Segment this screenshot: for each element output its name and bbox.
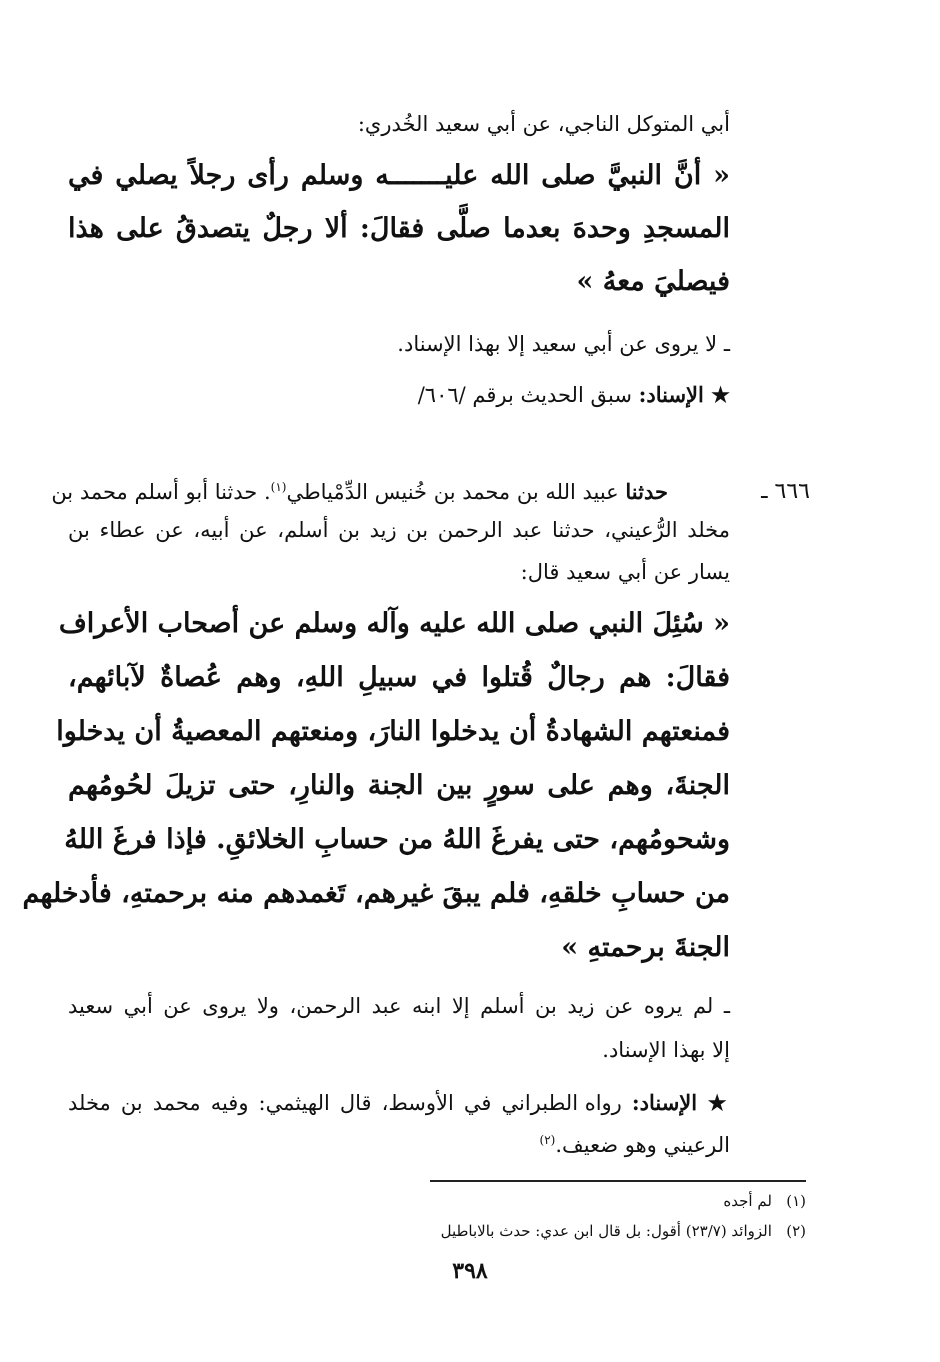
chain-continuation: . حدثنا أبو أسلم محمد بن xyxy=(51,480,271,504)
hadith-665-isnad xyxy=(418,382,730,407)
hadith-666-matn-line-3: فمنعتهم الشهادةُ أن يدخلوا النارَ، ومنعتهم المعصيةُ أن يدخلوا xyxy=(56,716,730,747)
footnote-divider xyxy=(430,1180,806,1182)
footnote-marker: (٢) xyxy=(786,1222,806,1240)
hadith-666-chain-line-3: يسار عن أبي سعيد قال: xyxy=(520,560,730,584)
chain-narrator: عبيد الله بن محمد بن خُنيس الدِّمْياطي xyxy=(286,480,619,504)
hadith-666-chain-line-1 xyxy=(51,479,668,504)
footnote-ref-1: (١) xyxy=(270,480,287,494)
hadith-666-isnad-line-1 xyxy=(68,1090,730,1115)
footnote-2 xyxy=(441,1222,806,1240)
page-number: ٣٩٨ xyxy=(452,1258,488,1284)
hadith-666-matn-line-6: من حسابِ خلقهِ، فلم يبقَ غيرهم، تَغمدهم منه برحمتهِ، فأدخلهم xyxy=(22,878,730,909)
isnad-text: سبق الحديث برقم /٦٠٦/ xyxy=(417,383,632,407)
hadith-665-matn-line-2: المسجدِ وحدهَ بعدما صلَّى فقالَ: ألا رجلٌ يتصدقُ على هذا xyxy=(68,213,730,244)
hadith-number: ٦٦٦ ـ xyxy=(761,479,810,504)
isnad-label: ★ الإسناد: xyxy=(631,1090,730,1115)
footnote-ref-2: (٢) xyxy=(539,1133,556,1147)
hadith-666-note-line-1: ـ لم يروه عن زيد بن أسلم إلا ابنه عبد الرحمن، ولا يروى عن أبي سعيد xyxy=(68,994,730,1018)
footnote-text: لم أجده xyxy=(723,1192,772,1210)
hadith-666-matn-line-7: الجنةَ برحمتهِ » xyxy=(561,932,730,963)
hadith-665-matn-line-1: « أنَّ النبيَّ صلى الله عليـــــــه وسلم رأى رجلاً يصلي في xyxy=(68,160,730,191)
isnad-text: الرعيني وهو ضعيف. xyxy=(555,1133,730,1157)
hadith-666-matn-line-4: الجنةَ، وهم على سورٍ بين الجنة والنارِ، حتى تزيلَ لحُومُهم xyxy=(68,770,730,801)
hadith-666-chain-line-2: مخلد الرُّعيني، حدثنا عبد الرحمن بن زيد بن أسلم، عن أبيه، عن عطاء بن xyxy=(68,518,730,542)
footnote-1 xyxy=(723,1192,806,1210)
hadith-666-isnad-line-2 xyxy=(540,1133,730,1157)
isnad-text: رواه الطبراني في الأوسط، قال الهيثمي: وفيه محمد بن مخلد xyxy=(68,1091,622,1115)
hadith-666-matn-line-5: وشحومُهم، حتى يفرغَ اللهُ من حسابِ الخلائقِ. فإذا فرغَ اللهُ xyxy=(64,824,730,855)
hadith-665-note: ـ لا يروى عن أبي سعيد إلا بهذا الإسناد. xyxy=(397,332,730,356)
hadith-666-note-line-2: إلا بهذا الإسناد. xyxy=(602,1038,730,1062)
hadith-666-matn-line-2: فقالَ: هم رجالٌ قُتلوا في سبيلِ اللهِ، وهم عُصاةٌ لآبائهم، xyxy=(68,662,730,693)
hadith-665-intro: أبي المتوكل الناجي، عن أبي سعيد الخُدري: xyxy=(357,112,730,136)
hadith-665-matn-line-3: فيصليَ معهُ » xyxy=(576,266,730,297)
chain-head: حدثنا xyxy=(625,479,668,504)
footnote-text: الزوائد (٢٣/٧) أقول: بل قال ابن عدي: حدث بالاباطيل xyxy=(440,1222,772,1240)
footnote-marker: (١) xyxy=(786,1192,806,1210)
hadith-666-matn-line-1: « سُئِلَ النبي صلى الله عليه وآله وسلم عن أصحاب الأعراف xyxy=(58,608,730,639)
isnad-label: ★ الإسناد: xyxy=(638,382,730,407)
